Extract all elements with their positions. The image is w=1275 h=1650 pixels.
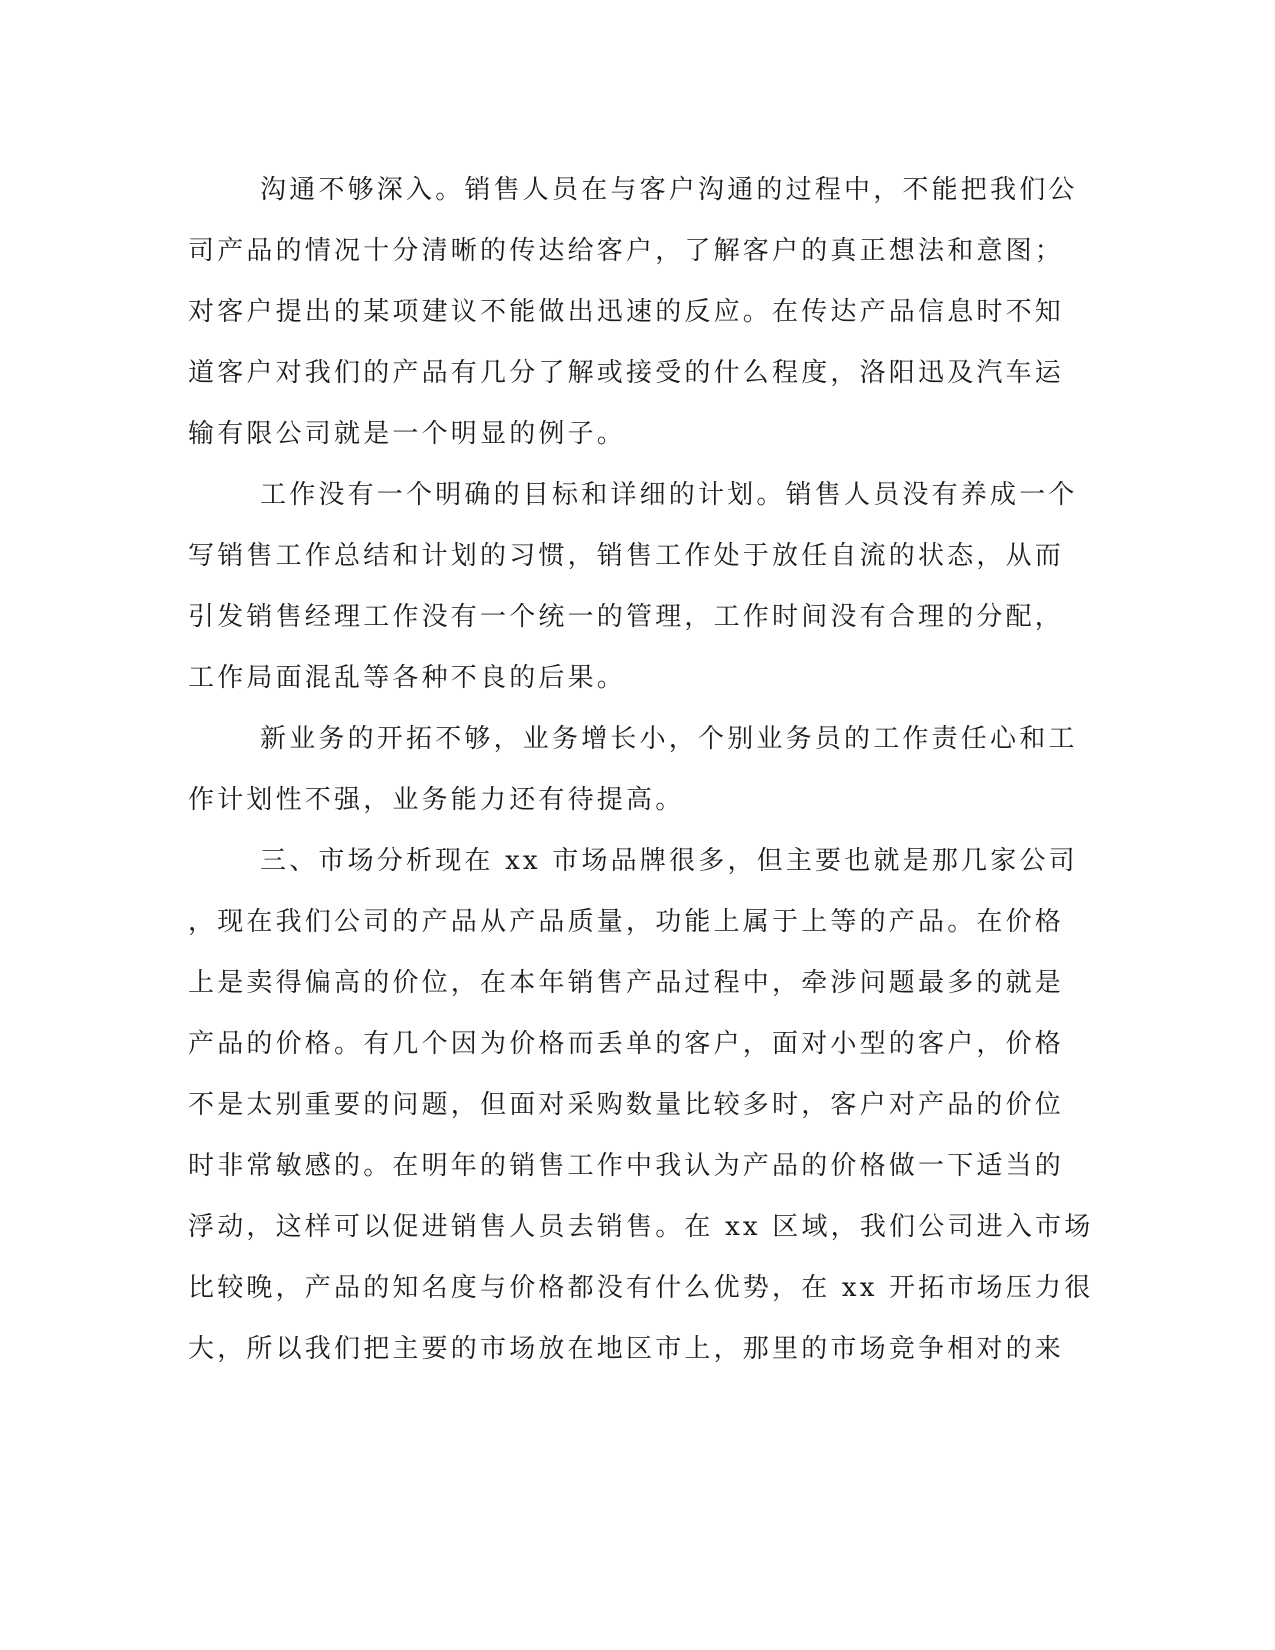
text-line: 引发销售经理工作没有一个统一的管理，工作时间没有合理的分配， (188, 602, 1065, 632)
paragraph-planning (188, 465, 1078, 709)
paragraph-market-analysis (188, 831, 1094, 1380)
text-line: 沟通不够深入。销售人员在与客户沟通的过程中，不能把我们公 (260, 175, 1078, 205)
text-line: 浮动，这样可以促进销售人员去销售。在 xx 区域，我们公司进入市场 (188, 1212, 1094, 1242)
text-line: 输有限公司就是一个明显的例子。 (188, 419, 627, 449)
text-line: 对客户提出的某项建议不能做出迅速的反应。在传达产品信息时不知 (188, 297, 1065, 327)
text-line: 时非常敏感的。在明年的销售工作中我认为产品的价格做一下适当的 (188, 1151, 1065, 1181)
text-line: 三、市场分析现在 xx 市场品牌很多，但主要也就是那几家公司 (260, 846, 1078, 876)
text-line: 产品的价格。有几个因为价格而丢单的客户，面对小型的客户，价格 (188, 1029, 1065, 1059)
text-line: 司产品的情况十分清晰的传达给客户，了解客户的真正想法和意图； (188, 236, 1065, 266)
paragraph-new-business (188, 709, 1078, 831)
text-line: 工作局面混乱等各种不良的后果。 (188, 663, 627, 693)
text-line: 工作没有一个明确的目标和详细的计划。销售人员没有养成一个 (260, 480, 1078, 510)
text-line: 上是卖得偏高的价位，在本年销售产品过程中，牵涉问题最多的就是 (188, 968, 1065, 998)
text-line: 写销售工作总结和计划的习惯，销售工作处于放任自流的状态，从而 (188, 541, 1065, 571)
text-line: 不是太别重要的问题，但面对采购数量比较多时，客户对产品的价位 (188, 1090, 1065, 1120)
text-line: 比较晚，产品的知名度与价格都没有什么优势，在 xx 开拓市场压力很 (188, 1273, 1094, 1303)
text-line: 新业务的开拓不够，业务增长小，个别业务员的工作责任心和工 (260, 724, 1078, 754)
document-body (188, 160, 1094, 1380)
text-line: ，现在我们公司的产品从产品质量，功能上属于上等的产品。在价格 (188, 907, 1065, 937)
text-line: 作计划性不强，业务能力还有待提高。 (188, 785, 685, 815)
paragraph-communication (188, 160, 1078, 465)
text-line: 大，所以我们把主要的市场放在地区市上，那里的市场竞争相对的来 (188, 1334, 1065, 1364)
text-line: 道客户对我们的产品有几分了解或接受的什么程度，洛阳迅及汽车运 (188, 358, 1065, 388)
